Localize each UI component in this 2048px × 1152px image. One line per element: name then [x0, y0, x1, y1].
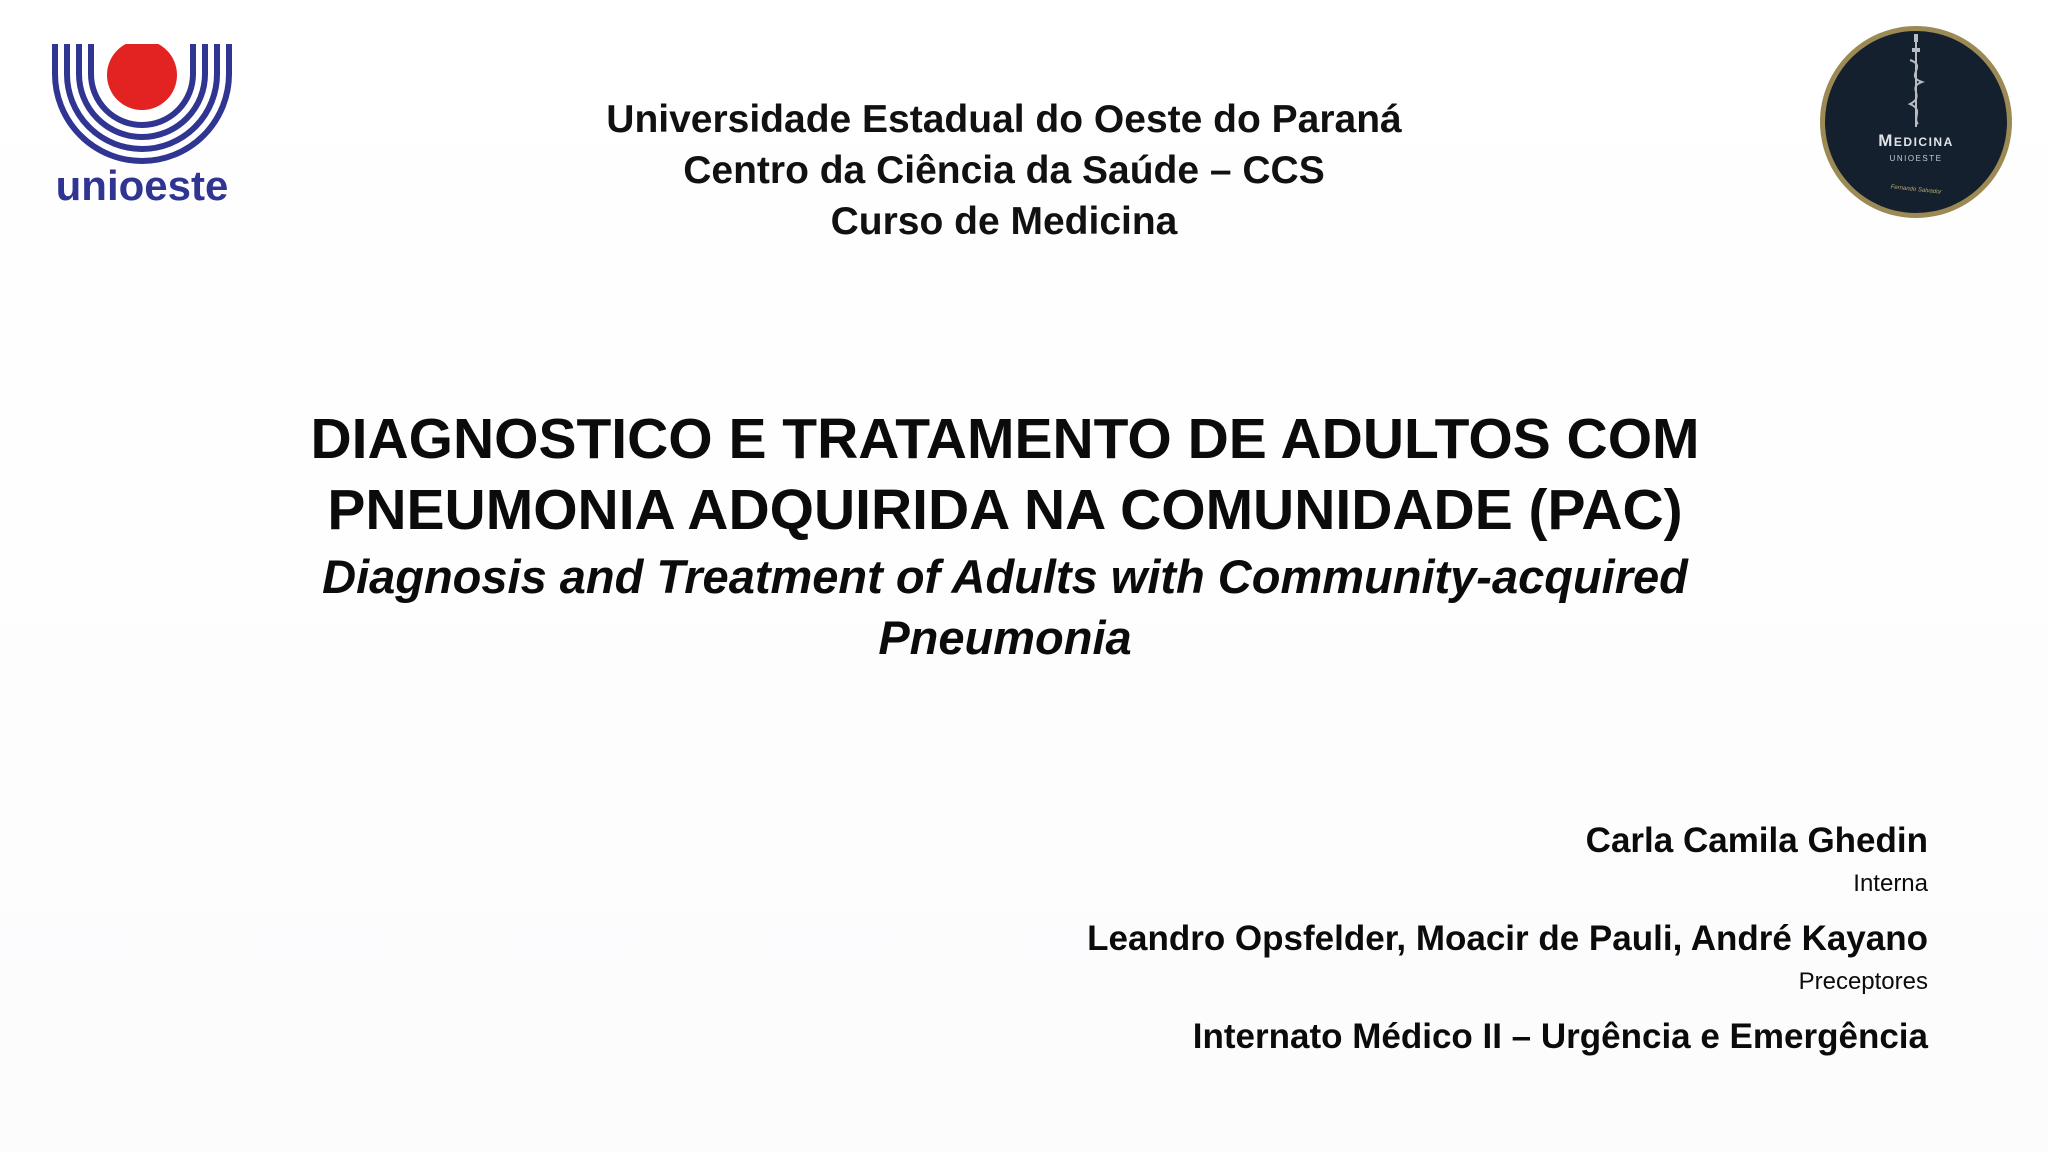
title-english-line-2: Pneumonia — [878, 611, 1132, 664]
program-name: Internato Médico II – Urgência e Emergência — [1192, 1017, 1928, 1056]
preceptors-names: Leandro Opsfelder, Moacir de Pauli, André Kayano — [1087, 919, 1928, 958]
unioeste-logo-icon — [52, 44, 232, 164]
medicina-logo — [1818, 24, 2014, 220]
medicina-logo-footer: Fernando Salvador — [1890, 184, 1942, 196]
presentation-title — [200, 404, 1810, 668]
university-name: Universidade Estadual do Oeste do Paraná — [606, 98, 1402, 141]
preceptors-role: Preceptores — [1798, 968, 1928, 995]
course-name: Curso de Medicina — [830, 200, 1178, 243]
intern-name: Carla Camila Ghedin — [1585, 821, 1928, 860]
center-name: Centro da Ciência da Saúde – CCS — [683, 149, 1325, 192]
credits — [628, 816, 1928, 1062]
title-portuguese-line-1: DIAGNOSTICO E TRATAMENTO DE ADULTOS COM — [310, 407, 1700, 471]
unioeste-logo — [52, 44, 232, 214]
intern-role: Interna — [1853, 870, 1928, 897]
title-portuguese-line-2: PNEUMONIA ADQUIRIDA NA COMUNIDADE (PAC) — [327, 478, 1683, 542]
title-english-line-1: Diagnosis and Treatment of Adults with Community-acquired — [322, 550, 1688, 603]
medicina-logo-title: Medicina — [1878, 131, 1954, 150]
medicina-logo-subtitle: UNIOESTE — [1889, 154, 1943, 163]
institution-header — [504, 94, 1504, 247]
unioeste-wordmark: unioeste — [55, 162, 229, 209]
